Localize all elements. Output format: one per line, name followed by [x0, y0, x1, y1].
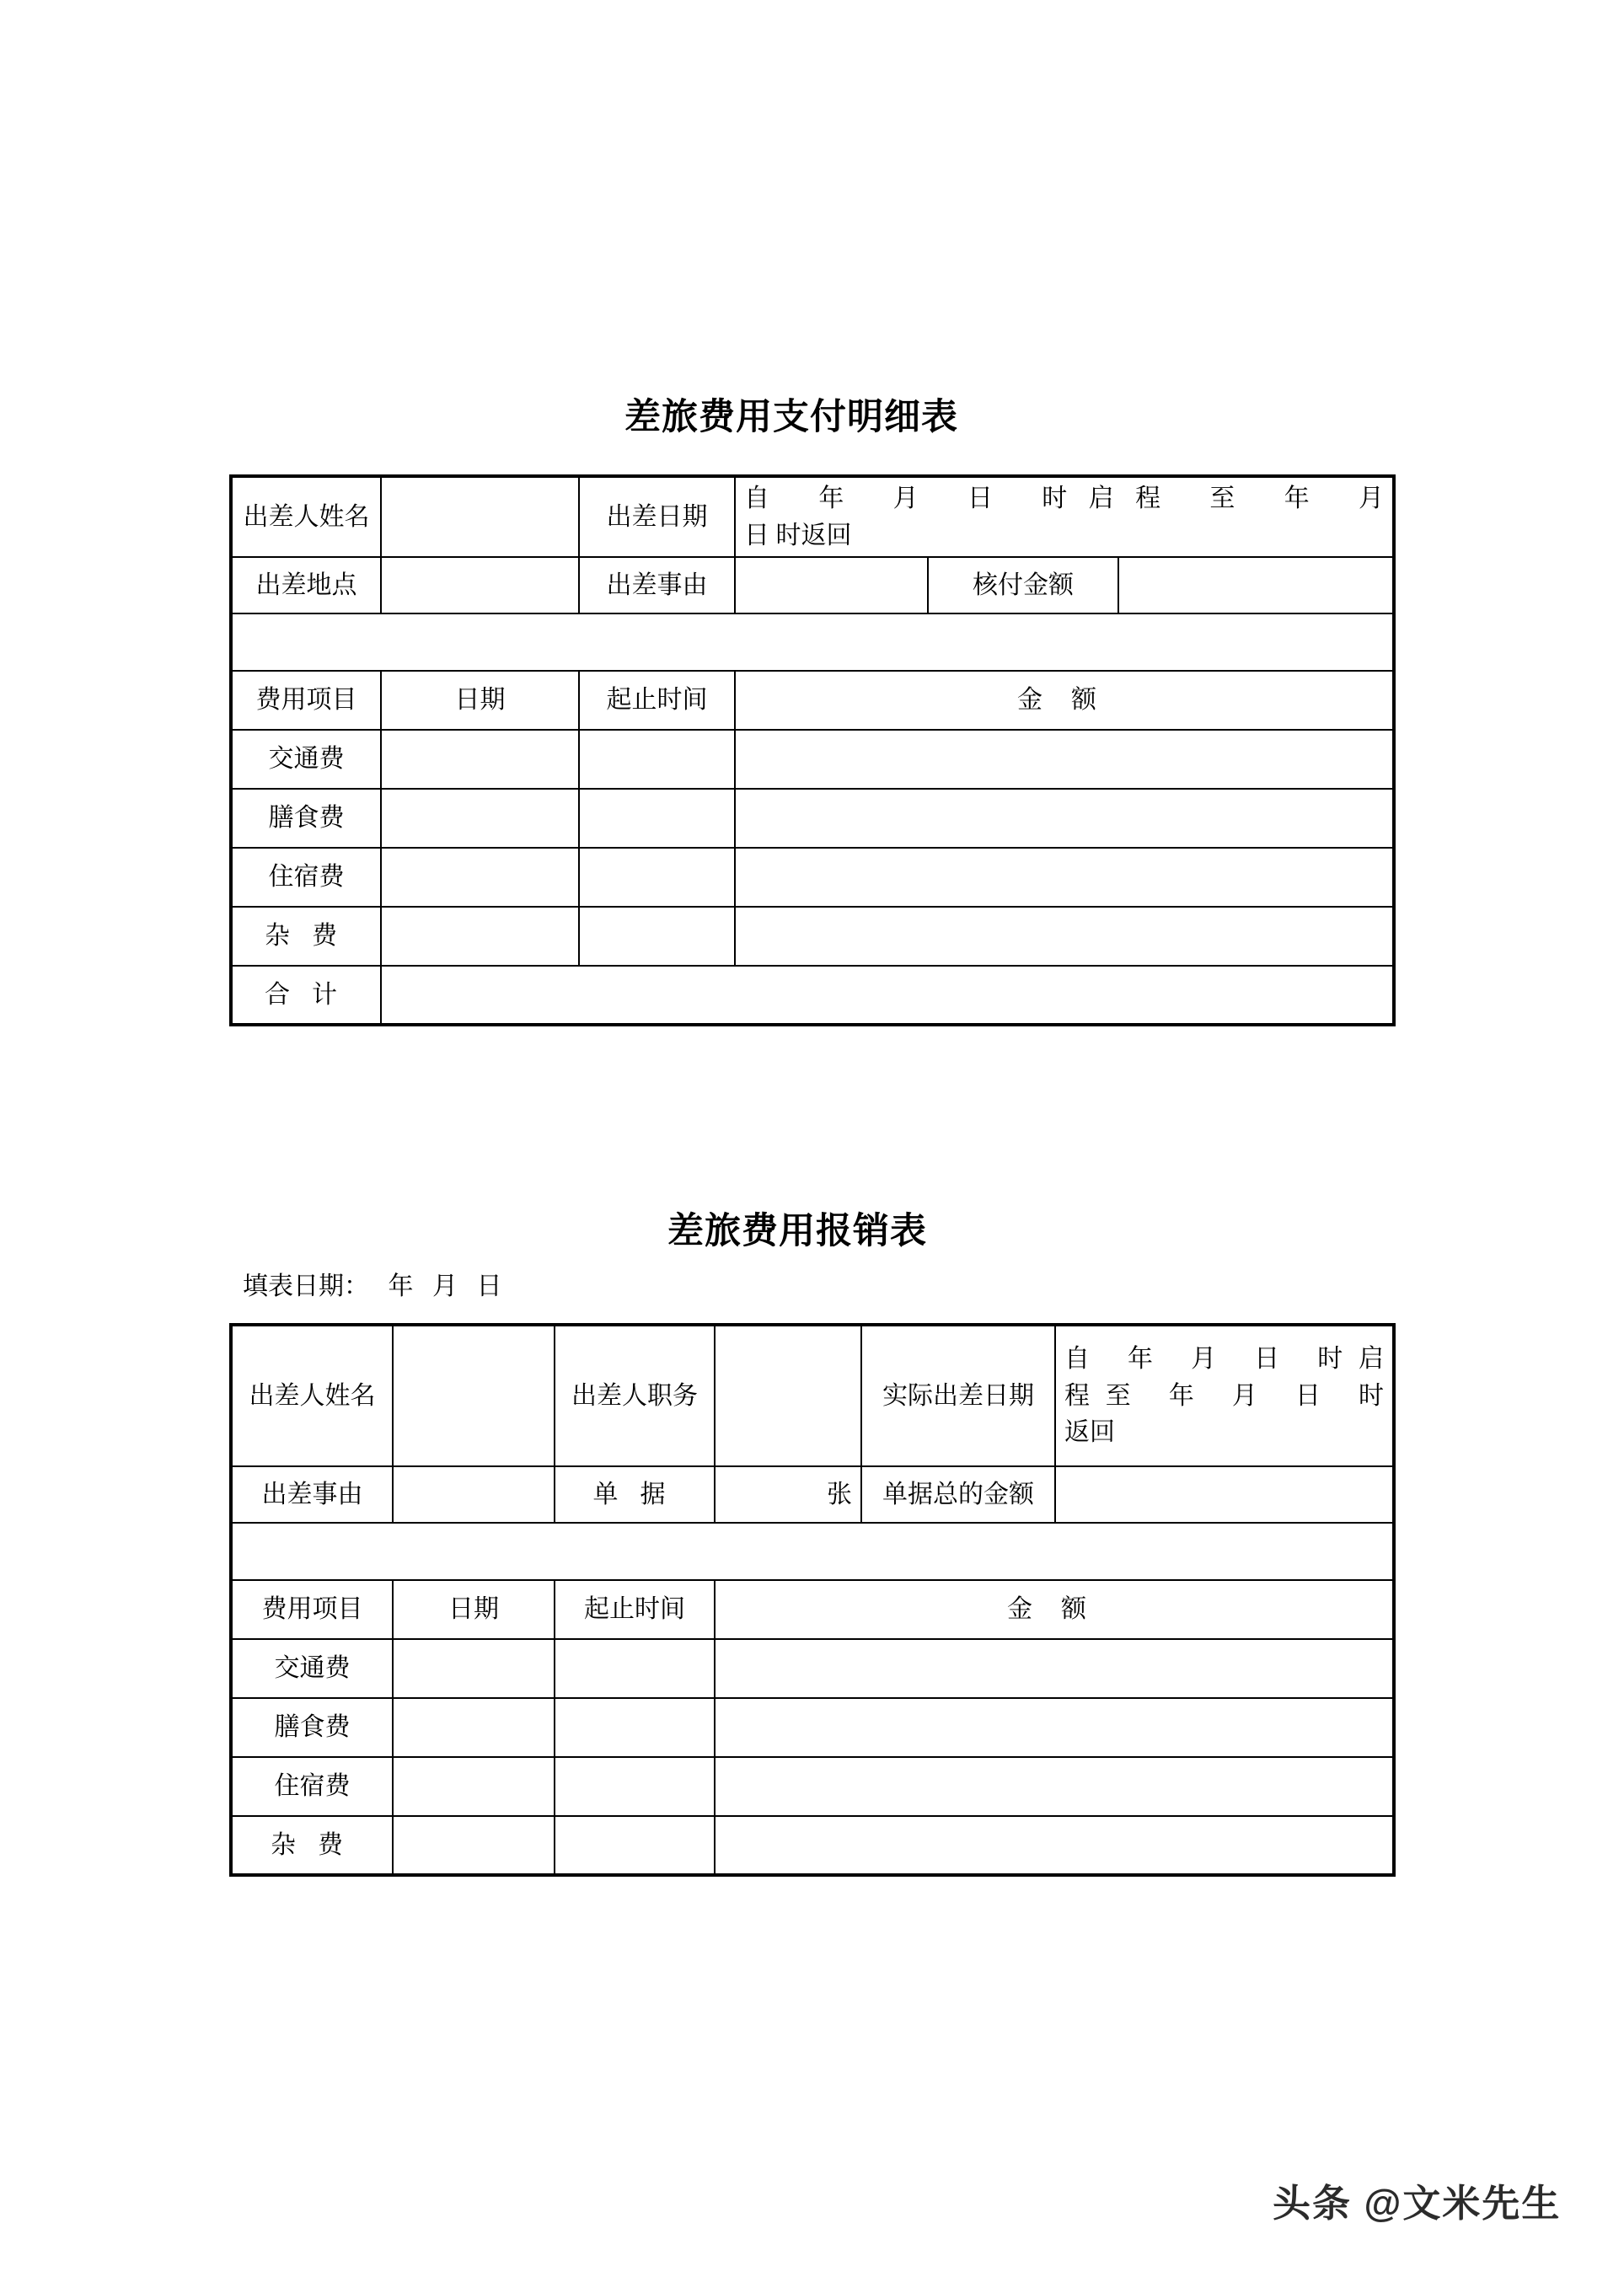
expense-amount-transport-2[interactable] [715, 1639, 1394, 1698]
receipt-total-field[interactable] [1055, 1466, 1394, 1523]
table-row [231, 476, 1394, 557]
expense-item-misc-text: 杂费 [265, 922, 359, 951]
travel-place-label: 出差地点 [231, 557, 381, 613]
actual-travel-date-line3: 返回 [1064, 1418, 1115, 1447]
expense-amount-header-2-text: 金额 [1007, 1595, 1115, 1624]
approved-amount-label: 核付金额 [928, 557, 1118, 613]
expense-item-meals: 膳食费 [231, 789, 381, 848]
expense-item-transport: 交通费 [231, 730, 381, 789]
spacer-cell [231, 1523, 1394, 1580]
receipt-count-unit: 张 [827, 1480, 852, 1508]
section2-title: 差旅费用报销表 [667, 1212, 927, 1251]
table-header-row [231, 671, 1394, 730]
travel-date-line1: 自 年 月 日 时启程 至 年 月 [744, 485, 1385, 512]
expense-total-label [231, 966, 381, 1025]
table-row [231, 1466, 1394, 1523]
expense-timerange-transport[interactable] [579, 730, 735, 789]
expense-amount-header-text: 金额 [1017, 686, 1126, 715]
expense-timerange-misc[interactable] [579, 907, 735, 966]
expense-date-header: 日期 [381, 671, 579, 730]
expense-amount-lodging-2[interactable] [715, 1757, 1394, 1816]
travel-reason-field-2[interactable] [393, 1466, 555, 1523]
table-row [231, 1816, 1394, 1875]
expense-item-misc [231, 907, 381, 966]
expense-item-transport-2: 交通费 [231, 1639, 393, 1698]
expense-date-meals-2[interactable] [393, 1698, 555, 1757]
expense-date-transport-2[interactable] [393, 1639, 555, 1698]
expense-amount-header [735, 671, 1394, 730]
table-row [231, 789, 1394, 848]
receipt-count-label-text: 单据 [592, 1480, 688, 1508]
fill-date-line: 填表日期： 年 月 日 [243, 1272, 502, 1300]
expense-date-transport[interactable] [381, 730, 579, 789]
expense-amount-misc-2[interactable] [715, 1816, 1394, 1875]
expense-item-header-2: 费用项目 [231, 1580, 393, 1639]
expense-date-lodging-2[interactable] [393, 1757, 555, 1816]
expense-amount-lodging[interactable] [735, 848, 1394, 907]
travel-date-line2: 日 时返回 [744, 521, 852, 549]
actual-travel-date-line2: 程至 年 月 日 时 [1064, 1381, 1384, 1410]
table-row [231, 1325, 1394, 1466]
table-row [231, 730, 1394, 789]
actual-travel-date-label: 实际出差日期 [861, 1325, 1055, 1466]
expense-total-label-text: 合计 [265, 980, 359, 1009]
expense-date-lodging[interactable] [381, 848, 579, 907]
receipt-count-field[interactable] [715, 1466, 861, 1523]
table-spacer-row [231, 613, 1394, 671]
expense-timerange-meals-2[interactable] [555, 1698, 715, 1757]
expense-item-misc-2 [231, 1816, 393, 1875]
expense-item-misc-2-text: 杂费 [271, 1830, 365, 1859]
expense-date-meals[interactable] [381, 789, 579, 848]
expense-total-value[interactable] [381, 966, 1394, 1025]
travel-date-field[interactable] [735, 476, 1394, 557]
expense-item-meals-2: 膳食费 [231, 1698, 393, 1757]
receipt-total-label: 单据总的金额 [861, 1466, 1055, 1523]
travel-reimbursement-table [229, 1323, 1396, 1877]
table-header-row [231, 1580, 1394, 1639]
expense-timerange-header: 起止时间 [579, 671, 735, 730]
expense-amount-meals[interactable] [735, 789, 1394, 848]
expense-date-misc-2[interactable] [393, 1816, 555, 1875]
expense-amount-header-2 [715, 1580, 1394, 1639]
expense-date-header-2: 日期 [393, 1580, 555, 1639]
travel-place-field[interactable] [381, 557, 579, 613]
travel-reason-field[interactable] [735, 557, 928, 613]
actual-travel-date-line1: 自 年 月 日 时启 [1064, 1345, 1384, 1374]
expense-item-lodging-2: 住宿费 [231, 1757, 393, 1816]
table-row [231, 1639, 1394, 1698]
spacer-cell [231, 613, 1394, 671]
traveler-name-field-2[interactable] [393, 1325, 555, 1466]
traveler-position-field[interactable] [715, 1325, 861, 1466]
table-total-row [231, 966, 1394, 1025]
travel-payment-detail-table [229, 474, 1396, 1026]
traveler-name-label: 出差人姓名 [231, 476, 381, 557]
watermark-text: 头条 @文米先生 [1273, 2182, 1562, 2225]
receipt-count-label [555, 1466, 715, 1523]
expense-timerange-misc-2[interactable] [555, 1816, 715, 1875]
approved-amount-field[interactable] [1118, 557, 1394, 613]
table-row [231, 1757, 1394, 1816]
expense-timerange-lodging[interactable] [579, 848, 735, 907]
travel-reason-label: 出差事由 [579, 557, 735, 613]
expense-timerange-header-2: 起止时间 [555, 1580, 715, 1639]
expense-date-misc[interactable] [381, 907, 579, 966]
table-row [231, 848, 1394, 907]
expense-item-header: 费用项目 [231, 671, 381, 730]
actual-travel-date-field[interactable] [1055, 1325, 1394, 1466]
expense-amount-meals-2[interactable] [715, 1698, 1394, 1757]
travel-date-label: 出差日期 [579, 476, 735, 557]
expense-amount-misc[interactable] [735, 907, 1394, 966]
expense-timerange-transport-2[interactable] [555, 1639, 715, 1698]
expense-timerange-meals[interactable] [579, 789, 735, 848]
table-row [231, 907, 1394, 966]
traveler-name-label-2: 出差人姓名 [231, 1325, 393, 1466]
expense-timerange-lodging-2[interactable] [555, 1757, 715, 1816]
table-spacer-row [231, 1523, 1394, 1580]
expense-item-lodging: 住宿费 [231, 848, 381, 907]
table-row [231, 1698, 1394, 1757]
expense-amount-transport[interactable] [735, 730, 1394, 789]
section1-title: 差旅费用支付明细表 [624, 398, 958, 437]
travel-reason-label-2: 出差事由 [231, 1466, 393, 1523]
traveler-name-field[interactable] [381, 476, 579, 557]
table-row [231, 557, 1394, 613]
traveler-position-label: 出差人职务 [555, 1325, 715, 1466]
